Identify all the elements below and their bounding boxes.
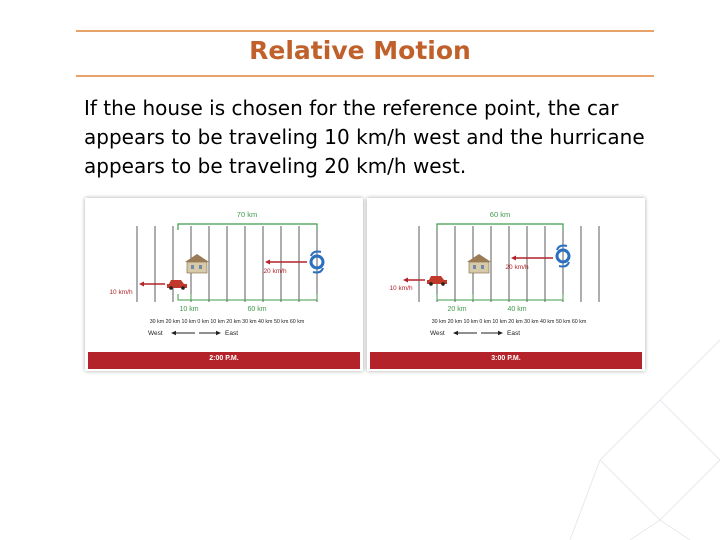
east-label: East bbox=[507, 330, 521, 337]
top-distance-label: 60 km bbox=[489, 210, 511, 219]
east-arrow bbox=[216, 331, 221, 335]
car-velocity-arrow bbox=[139, 282, 144, 287]
diagram-panel-2pm bbox=[85, 198, 363, 371]
east-arrow bbox=[498, 331, 503, 335]
house-hurricane-bracket bbox=[191, 294, 317, 300]
car-speed-label: 10 km/h bbox=[109, 289, 133, 296]
time-label: 3:00 P.M. bbox=[491, 355, 521, 362]
car-house-distance-label: 20 km bbox=[447, 306, 467, 313]
house-icon bbox=[185, 254, 209, 273]
time-bar bbox=[370, 352, 642, 369]
west-label: West bbox=[430, 330, 445, 337]
west-label: West bbox=[148, 330, 163, 337]
hurricane-velocity-arrow bbox=[265, 260, 270, 265]
top-distance-label: 70 km bbox=[236, 210, 258, 219]
house-icon bbox=[467, 254, 491, 273]
distance-scale: 30 km 20 km 10 km 0 km 10 km 20 km 30 km 40 km 50 km 60 km bbox=[149, 319, 305, 325]
house-hurricane-distance-label: 40 km bbox=[507, 306, 527, 313]
west-arrow bbox=[171, 331, 176, 335]
car-icon bbox=[167, 280, 187, 290]
house-hurricane-bracket bbox=[473, 294, 563, 300]
slide-body-text: If the house is chosen for the reference point, the car appears to be traveling 10 km/h west and the hurricane appears to be traveling 20 km/h west. bbox=[84, 96, 645, 178]
car-speed-label: 10 km/h bbox=[389, 285, 413, 292]
house-hurricane-distance-label: 60 km bbox=[247, 306, 267, 313]
hurricane-speed-label: 20 km/h bbox=[505, 264, 529, 271]
top-distance-bracket bbox=[437, 224, 563, 230]
west-arrow bbox=[453, 331, 458, 335]
title-rule-top bbox=[76, 30, 654, 32]
hurricane-velocity-arrow bbox=[511, 256, 516, 261]
hurricane-speed-label: 20 km/h bbox=[263, 268, 287, 275]
top-distance-bracket bbox=[178, 224, 317, 230]
distance-scale: 30 km 20 km 10 km 0 km 10 km 20 km 30 km 40 km 50 km 60 km bbox=[431, 319, 587, 325]
east-label: East bbox=[225, 330, 239, 337]
panel-2pm-graphic bbox=[85, 198, 363, 371]
time-bar bbox=[88, 352, 360, 369]
diagram-panel-3pm bbox=[367, 198, 645, 371]
time-label: 2:00 P.M. bbox=[209, 355, 239, 362]
car-house-bracket bbox=[178, 294, 191, 300]
title-rule-bottom bbox=[76, 75, 654, 77]
panel-3pm-graphic bbox=[367, 198, 645, 371]
car-velocity-arrow bbox=[403, 278, 408, 283]
slide-title: Relative Motion bbox=[249, 36, 471, 65]
car-house-distance-label: 10 km bbox=[179, 306, 199, 313]
distance-gridlines bbox=[137, 226, 317, 302]
